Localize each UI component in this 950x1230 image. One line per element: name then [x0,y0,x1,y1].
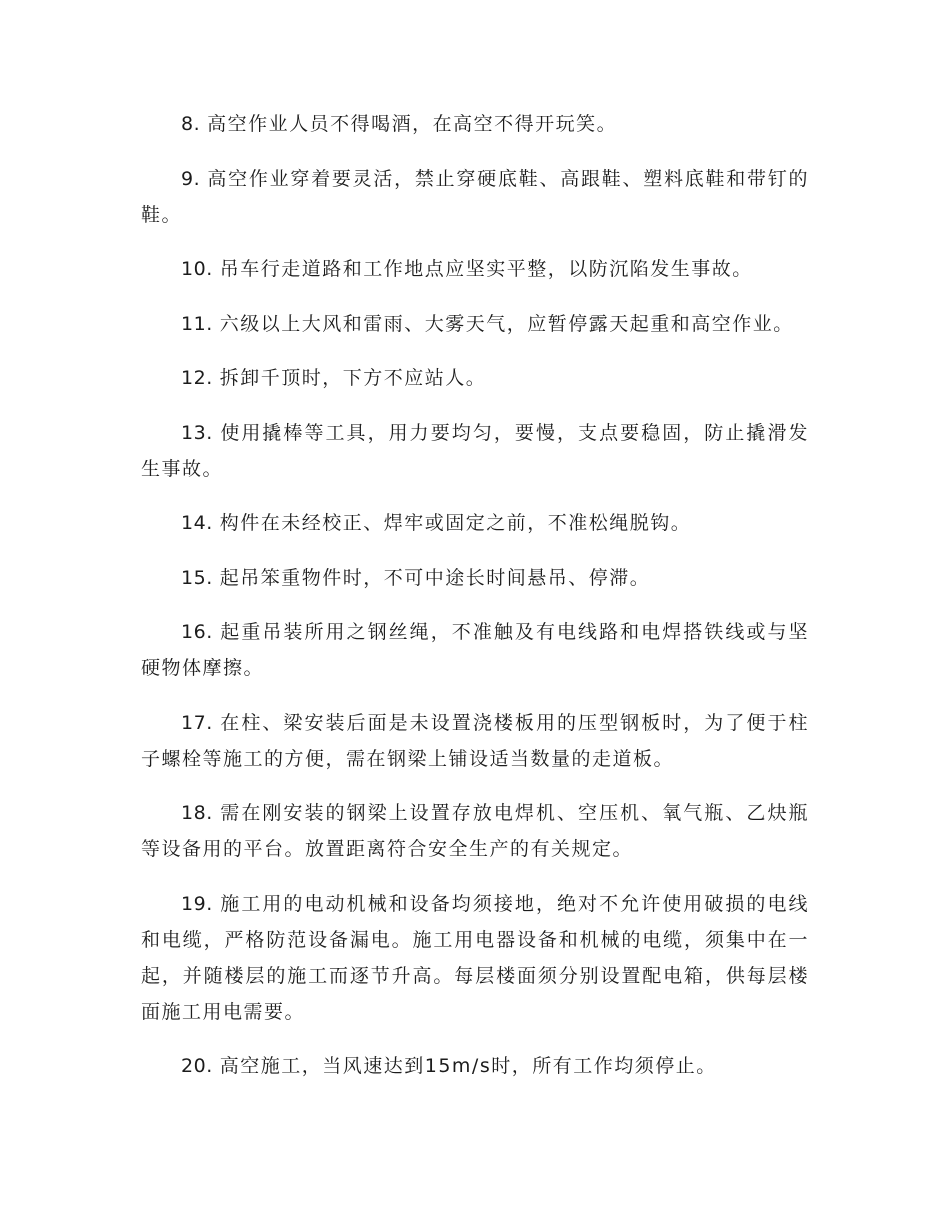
paragraph-text: 施工用的电动机械和设备均须接地，绝对不允许使用破损的电线和电缆，严格防范设备漏电。施工用电器设备和机械的电缆，须集中在一起，并随楼层的施工而逐节升高。每层楼面须分别设置配电箱，供每层楼面施工用电需要。 [141,892,809,1023]
paragraph-text: 高空作业人员不得喝酒，在高空不得开玩笑。 [207,113,618,135]
paragraph-18 [141,795,809,867]
number-separator: . [193,113,202,135]
number-separator: . [206,892,214,915]
paragraph-number: 17 [181,711,207,734]
number-separator: . [206,1055,214,1077]
paragraph-number: 14 [181,512,207,534]
paragraph-text: 吊车行走道路和工作地点应坚实平整，以防沉陷发生事故。 [219,258,753,280]
number-separator: . [206,367,214,389]
paragraph-text: 起重吊装所用之钢丝绳，不准触及有电线路和电焊搭铁线或与坚硬物体摩擦。 [141,621,809,679]
paragraph-20 [141,1048,809,1084]
paragraph-8 [141,106,809,142]
number-separator: . [206,512,214,534]
paragraph-text: 高空作业穿着要灵活，禁止穿硬底鞋、高跟鞋、塑料底鞋和带钉的鞋。 [141,167,809,226]
number-separator: . [206,312,214,335]
paragraph-10 [141,251,809,287]
paragraph-text: 在柱、梁安装后面是未设置浇楼板用的压型钢板时，为了便于柱子螺栓等施工的方便，需在钢梁上铺设适当数量的走道板。 [141,711,809,770]
paragraph-13 [141,415,809,487]
paragraph-number: 16 [181,621,207,643]
paragraph-text: 拆卸千顶时，下方不应站人。 [219,367,487,389]
number-separator: . [206,258,214,280]
paragraph-number: 11 [181,312,207,335]
paragraph-text: 起吊笨重物件时，不可中途长时间悬吊、停滞。 [219,566,651,589]
number-separator: . [206,711,214,734]
paragraph-16 [141,614,809,686]
paragraph-17 [141,705,809,777]
paragraph-12 [141,360,809,396]
paragraph-number: 18 [181,802,207,824]
number-separator: . [206,421,214,444]
document-body [141,106,809,1103]
paragraph-text: 构件在未经校正、焊牢或固定之前，不准松绳脱钩。 [219,512,692,534]
paragraph-number: 19 [181,892,207,915]
paragraph-number: 20 [181,1055,207,1077]
number-separator: . [206,621,214,643]
paragraph-text: 使用撬棒等工具，用力要均匀，要慢，支点要稳固，防止撬滑发生事故。 [141,421,809,480]
paragraph-text: 高空施工，当风速达到15m/s时，所有工作均须停止。 [219,1055,717,1077]
paragraph-number: 9 [181,167,194,190]
paragraph-text: 需在刚安装的钢梁上设置存放电焊机、空压机、氧气瓶、乙炔瓶等设备用的平台。放置距离符合安全生产的有关规定。 [141,802,809,860]
number-separator: . [206,802,214,824]
paragraph-number: 15 [181,566,207,589]
paragraph-number: 12 [181,367,207,389]
paragraph-text: 六级以上大风和雷雨、大雾天气，应暂停露天起重和高空作业。 [219,312,794,335]
number-separator: . [193,167,202,190]
paragraph-number: 8 [181,113,194,135]
paragraph-15 [141,560,809,596]
paragraph-number: 13 [181,421,207,444]
paragraph-14 [141,505,809,541]
paragraph-number: 10 [181,258,207,280]
paragraph-19 [141,886,809,1030]
paragraph-9 [141,161,809,233]
paragraph-11 [141,306,809,342]
number-separator: . [206,566,214,589]
